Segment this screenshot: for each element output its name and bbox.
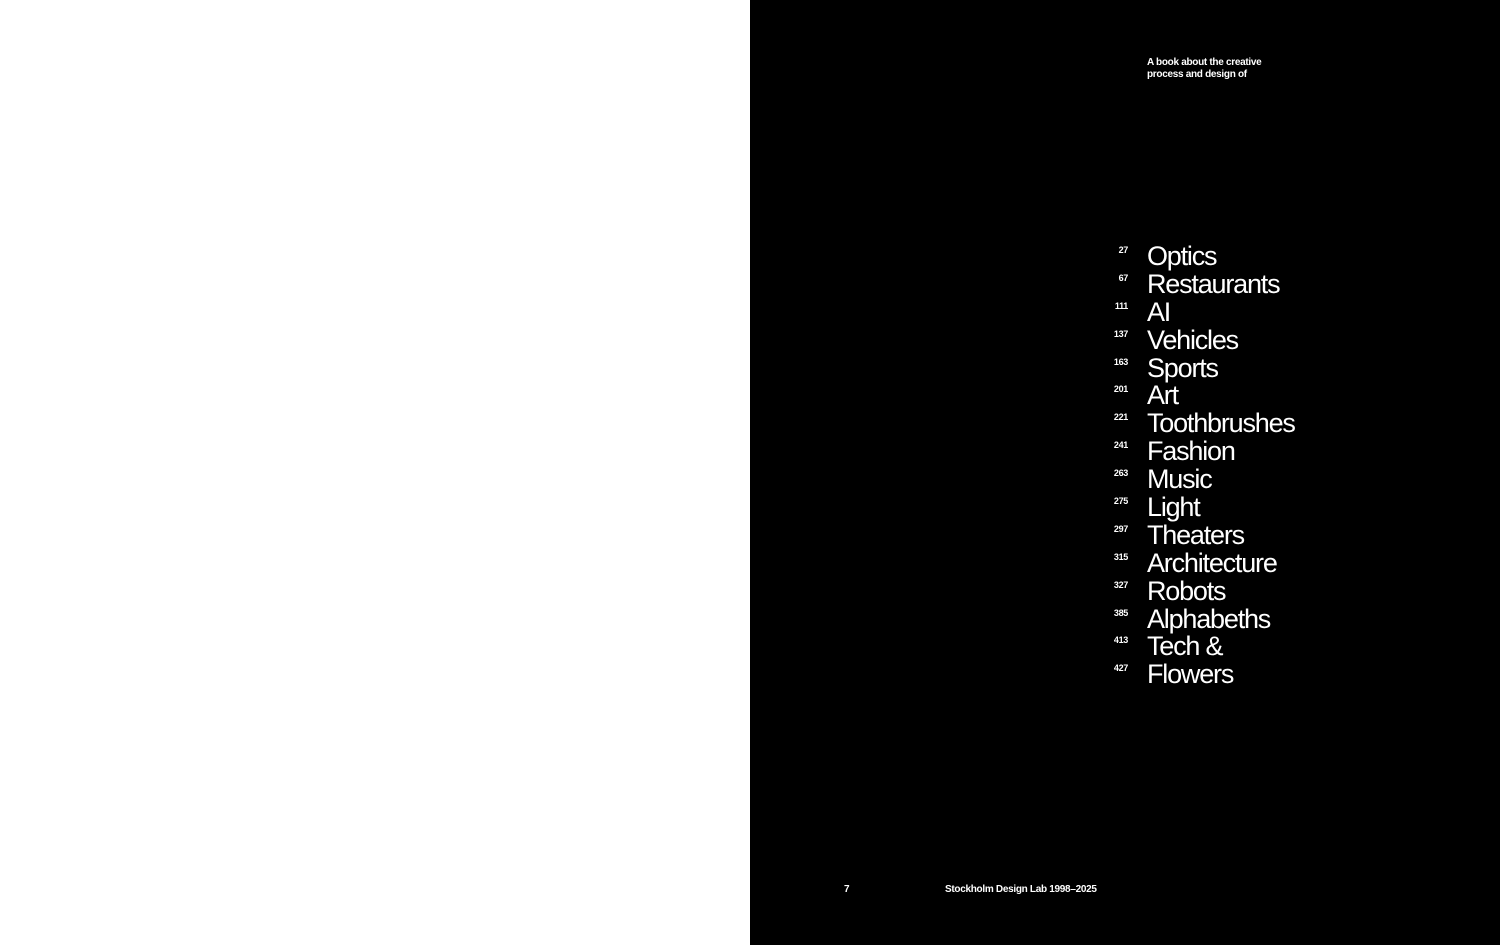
toc-page-number: 327	[1113, 579, 1128, 590]
toc-page-number: 385	[1113, 607, 1128, 618]
toc-item-architecture	[1090, 549, 1295, 577]
toc-title: Vehicles	[1147, 324, 1238, 355]
toc-page-number: 67	[1118, 272, 1128, 283]
toc-title: Music	[1147, 464, 1212, 495]
toc-page-number: 413	[1113, 635, 1128, 646]
toc-title: Restaurants	[1147, 268, 1280, 299]
toc-title: Art	[1147, 380, 1178, 411]
toc-item-restaurants	[1090, 270, 1295, 298]
toc-item-fashion	[1090, 437, 1295, 465]
right-page	[750, 0, 1500, 945]
toc-item-optics	[1090, 242, 1295, 270]
toc-page-number: 275	[1113, 496, 1128, 507]
intro-line-2: process and design of	[1147, 68, 1247, 80]
toc-page-number: 163	[1113, 356, 1128, 367]
toc-page-number: 297	[1113, 523, 1128, 534]
toc-page-number: 427	[1113, 663, 1128, 674]
toc-item-light	[1090, 493, 1295, 521]
intro-text	[1147, 57, 1307, 80]
toc-page-number: 263	[1113, 468, 1128, 479]
toc-item-sports	[1090, 354, 1295, 382]
toc-page-number: 221	[1113, 412, 1128, 423]
toc-page-number: 27	[1118, 245, 1128, 255]
toc-title: Optics	[1147, 241, 1217, 271]
toc-title: Alphabeths	[1147, 603, 1271, 634]
toc-title: Toothbrushes	[1147, 408, 1295, 439]
toc-item-robots	[1090, 577, 1295, 605]
toc-title: Light	[1147, 492, 1200, 523]
toc-title: Architecture	[1147, 547, 1277, 578]
toc-item-ai	[1090, 298, 1295, 326]
toc-item-flowers	[1090, 660, 1295, 688]
running-title: Stockholm Design Lab 1998–2025	[945, 884, 1097, 895]
toc-title: Sports	[1147, 352, 1218, 383]
page-number: 7	[844, 884, 850, 895]
toc-title: Fashion	[1147, 436, 1235, 467]
toc-title: AI	[1147, 296, 1171, 327]
toc-page-number: 137	[1113, 328, 1128, 339]
toc-page-number: 111	[1114, 300, 1128, 311]
toc-item-alphabeths	[1090, 605, 1295, 633]
toc-item-art	[1090, 381, 1295, 409]
table-of-contents	[1090, 242, 1295, 688]
toc-title: Flowers	[1147, 659, 1234, 690]
toc-title: Robots	[1147, 575, 1226, 606]
toc-title: Theaters	[1147, 519, 1244, 550]
toc-item-tech	[1090, 632, 1295, 660]
toc-page-number: 201	[1113, 384, 1128, 395]
toc-item-music	[1090, 465, 1295, 493]
intro-line-1: A book about the creative	[1147, 57, 1262, 68]
toc-title: Tech &	[1147, 631, 1223, 662]
toc-page-number: 241	[1113, 440, 1128, 451]
toc-item-vehicles	[1090, 326, 1295, 354]
toc-item-toothbrushes	[1090, 409, 1295, 437]
toc-item-theaters	[1090, 521, 1295, 549]
toc-page-number: 315	[1113, 551, 1128, 562]
